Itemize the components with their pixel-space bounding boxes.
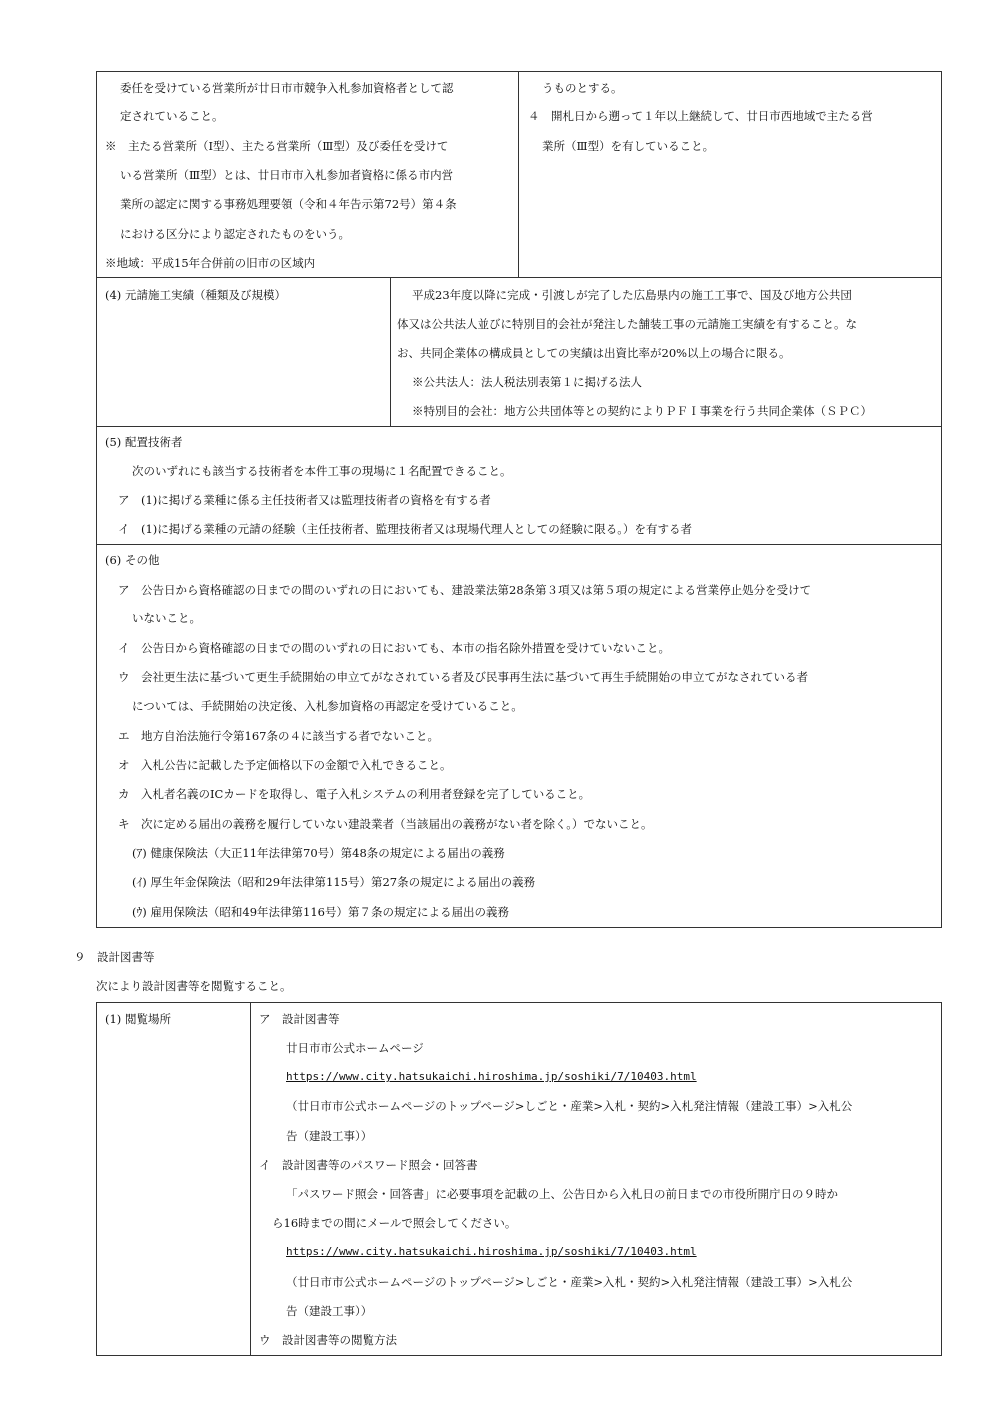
row-divider — [96, 426, 942, 427]
text-line: 次のいずれにも該当する技術者を本件工事の現場に１名配置できること。 — [132, 464, 512, 478]
section-intro: 次により設計図書等を閲覧すること。 — [96, 979, 292, 993]
text-line: 業所（Ⅲ型）を有していること。 — [542, 139, 715, 153]
text-line: カ 入札者名義のICカードを取得し、電子入札システムの利用者登録を完了していること。 — [118, 787, 591, 801]
row-divider — [96, 544, 942, 545]
text-line: ※特別目的会社：地方公共団体等との契約によりＰＦＩ事業を行う共同企業体（ＳＰＣ） — [412, 404, 872, 418]
text-line: ウ 設計図書等の閲覧方法 — [259, 1333, 397, 1347]
text-line: 告（建設工事）） — [286, 1304, 373, 1318]
text-line: うものとする。 — [542, 81, 623, 95]
text-line: エ 地方自治法施行令第167条の４に該当する者でないこと。 — [118, 729, 439, 743]
row-label: (5) 配置技術者 — [105, 435, 183, 449]
text-line: オ 入札公告に記載した予定価格以下の金額で入札できること。 — [118, 758, 452, 772]
text-line: ア 設計図書等 — [259, 1012, 340, 1026]
top-cell-divider — [518, 71, 519, 277]
text-line: （廿日市市公式ホームページのトップページ>しごと・産業>入札・契約>入札発注情報（建設工事）>入札公 — [286, 1275, 853, 1289]
text-line: （廿日市市公式ホームページのトップページ>しごと・産業>入札・契約>入札発注情報（建設工事）>入札公 — [286, 1099, 853, 1113]
text-line: 「パスワード照会・回答書」に必要事項を記載の上、公告日から入札日の前日までの市役所開庁日の９時か — [286, 1187, 838, 1201]
viewing-table-divider — [250, 1002, 251, 1356]
section-heading: ９ 設計図書等 — [74, 950, 155, 964]
text-line: ア (1)に掲げる業種に係る主任技術者又は監理技術者の資格を有する者 — [118, 493, 491, 507]
text-line: における区分により認定されたものをいう。 — [120, 227, 350, 241]
text-line: イ (1)に掲げる業種の元請の経験（主任技術者、監理技術者又は現場代理人としての経験に限る。）を有する者 — [118, 522, 693, 536]
text-line: (ｳ) 雇用保険法（昭和49年法律第116号）第７条の規定による届出の義務 — [132, 905, 509, 919]
text-line: 体又は公共法人並びに特別目的会社が発注した舗装工事の元請施工実績を有すること。な — [397, 317, 857, 331]
text-line: (ｱ) 健康保険法（大正11年法律第70号）第48条の規定による届出の義務 — [132, 846, 505, 860]
text-line: については、手続開始の決定後、入札参加資格の再認定を受けていること。 — [132, 699, 523, 713]
text-line: 告（建設工事）） — [286, 1129, 373, 1143]
row-label: (6) その他 — [105, 553, 160, 567]
text-line: ら16時までの間にメールで照会してください。 — [272, 1216, 517, 1230]
text-line: 廿日市市公式ホームページ — [286, 1041, 424, 1055]
text-line: ※公共法人：法人税法別表第１に掲げる法人 — [412, 375, 642, 389]
text-line: ４ 開札日から遡って１年以上継続して、廿日市西地域で主たる営 — [528, 109, 873, 123]
text-line: イ 設計図書等のパスワード照会・回答書 — [259, 1158, 478, 1172]
text-line: (ｲ) 厚生年金保険法（昭和29年法律第115号）第27条の規定による届出の義務 — [132, 875, 536, 889]
text-line: 業所の認定に関する事務処理要領（令和４年告示第72号）第４条 — [120, 197, 457, 211]
text-line: ウ 会社更生法に基づいて更生手続開始の申立てがなされている者及び民事再生法に基づいて再生手続開始の申立てがなされている者 — [118, 670, 808, 684]
text-line: いる営業所（Ⅲ型）とは、廿日市市入札参加者資格に係る市内営 — [120, 168, 454, 182]
text-line: いないこと。 — [132, 611, 201, 625]
text-line: イ 公告日から資格確認の日までの間のいずれの日においても、本市の指名除外措置を受けていないこと。 — [118, 641, 670, 655]
text-line: 定されていること。 — [120, 109, 224, 123]
password-inquiry-link[interactable]: https://www.city.hatsukaichi.hiroshima.jp/soshiki/7/10403.html — [286, 1245, 697, 1258]
text-line: 平成23年度以降に完成・引渡しが完了した広島県内の施工工事で、国及び地方公共団 — [412, 288, 852, 302]
row-label: (4) 元請施工実績（種類及び規模） — [105, 288, 286, 302]
text-line: ※地域：平成15年合併前の旧市の区域内 — [105, 256, 316, 270]
text-line: ア 公告日から資格確認の日までの間のいずれの日においても、建設業法第28条第３項又は第５項の規定による営業停止処分を受けて — [118, 583, 812, 597]
text-line: キ 次に定める届出の義務を履行していない建設業者（当該届出の義務がない者を除く。）でないこと。 — [118, 817, 653, 831]
viewing-table — [96, 1002, 942, 1356]
text-line: 委任を受けている営業所が廿日市市競争入札参加資格者として認 — [120, 81, 454, 95]
row-divider — [96, 277, 942, 278]
row4-divider — [390, 277, 391, 426]
text-line: ※ 主たる営業所（Ⅰ型）、主たる営業所（Ⅲ型）及び委任を受けて — [105, 139, 449, 153]
design-docs-link[interactable]: https://www.city.hatsukaichi.hiroshima.jp/soshiki/7/10403.html — [286, 1070, 697, 1083]
text-line: お、共同企業体の構成員としての実績は出資比率が20%以上の場合に限る。 — [397, 346, 791, 360]
row-label: (1) 閲覧場所 — [105, 1012, 171, 1026]
